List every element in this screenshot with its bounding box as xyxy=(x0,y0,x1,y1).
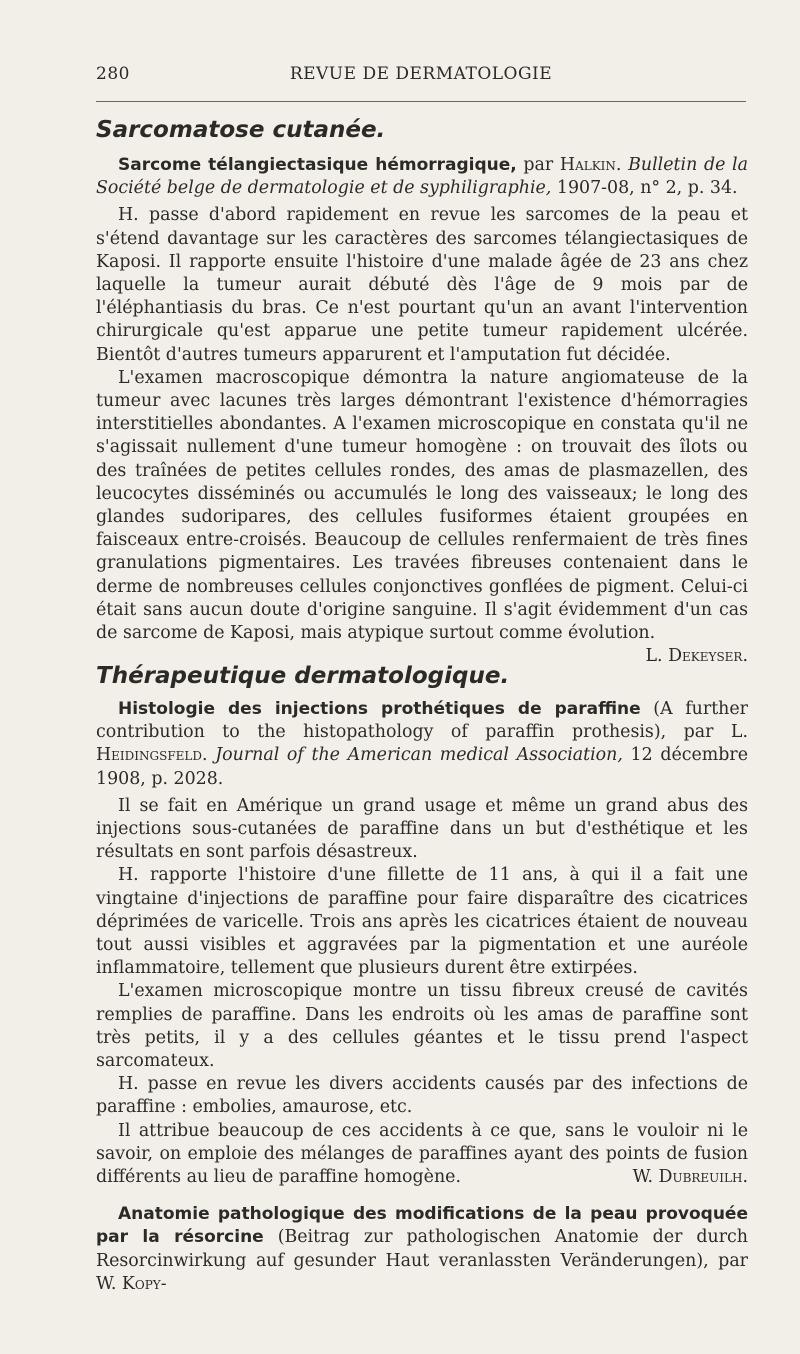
page-number: 280 xyxy=(96,64,130,84)
article-citation xyxy=(96,154,748,200)
paragraph: L'examen microscopique montre un tissu fibreux creusé de cavités remplies de paraffine. Dans les endroits où les amas de paraffine sont très petits, il y a des cellules géantes et le tissu prend l'aspect sarcomateux. xyxy=(96,981,748,1072)
article-details: 1907-08, n° 2, p. 34. xyxy=(556,178,738,199)
paragraph: Il se fait en Amérique un grand usage et même un grand abus des injections sous-cutanées de paraffine dans un but d'esthétique et les résultats en sont parfois désastreux. xyxy=(96,795,748,863)
article-citation xyxy=(96,1203,748,1296)
paragraph: H. rapporte l'histoire d'une fillette de 11 ans, à qui il a fait une vingtaine d'injections de paraffine pour faire disparaître des cicatrices déprimées de varicelle. Trois ans après les cicatrices étaient de nouveau tout aussi visibles et aggravées par la pigmentation et une auréole inflammatoire, tellement que plusieurs durent être extirpées. xyxy=(96,865,748,979)
by-word: par xyxy=(523,155,554,175)
paragraph: H. passe en revue les divers accidents causés par des infections de paraffine : embolies, amaurose, etc. xyxy=(96,1074,748,1118)
article-title: Histologie des injections prothétiques de paraffine xyxy=(118,699,641,719)
article-citation xyxy=(96,698,748,791)
article-subtitle: (A further contribution to the histopathology of paraffin prothesis), par xyxy=(96,699,748,743)
article-author: L. Heidingsfeld. xyxy=(96,722,748,766)
section-title: Sarcomatose cutanée. xyxy=(96,117,386,143)
article-author: Halkin. xyxy=(559,155,622,175)
article-title: Anatomie pathologique des modifications de la peau provoquée par la résorcine xyxy=(96,1204,748,1248)
article-source: Journal of the American medical Association, xyxy=(215,745,623,766)
article-source: Bulletin de la Société belge de dermatologie et de syphiligraphie, xyxy=(96,155,748,199)
section-therapeutique xyxy=(96,662,748,1296)
article-details: 12 décembre 1908, p. 2028. xyxy=(96,745,749,789)
section-title: Thérapeutique dermatologique. xyxy=(96,663,510,689)
running-head xyxy=(96,64,746,94)
signature: L. Dekeyser. xyxy=(645,646,748,667)
article-title: Sarcome télangiectasique hémorragique, xyxy=(118,155,517,175)
article-subtitle: (Beitrag zur pathologischen Anatomie der durch Resorcinwirkung auf gesunder Haut veranlassten Veränderungen), par xyxy=(96,1227,748,1271)
section-sarcomatose xyxy=(96,116,748,668)
article-author: W. Kopy- xyxy=(96,1273,167,1294)
paragraph-text: L'examen macroscopique démontra la nature angiomateuse de la tumeur avec lacunes très larges démontrant l'existence d'hémorragies interstitielles abondantes. A l'examen microscopique en constata qu'il ne s'agissait nullement d'une tumeur homogène : on trouvait des îlots ou des traînées de petites cellules rondes, des amas de plasmazellen, des leucocytes disséminés ou accumulés le long des vaisseaux; le long des glandes sudoripares, des cellules fusiformes étaient groupées en faisceaux entre-croisés. Beaucoup de cellules renfermaient de très fines granulations pigmentaires. Les travées fibreuses contenaient dans le derme de nombreuses cellules conjonctives gonflées de pigment. Celui-ci était sans aucun doute d'origine sanguine. Il s'agit évidemment d'un cas de sarcome de Kaposi, mais atypique surtout comme évolution. xyxy=(96,367,748,644)
header-rule xyxy=(96,101,746,102)
paragraph-with-signature xyxy=(96,367,748,667)
journal-title: REVUE DE DERMATOLOGIE xyxy=(289,64,553,84)
paragraph: H. passe d'abord rapidement en revue les sarcomes de la peau et s'étend davantage sur les caractères des sarcomes télangiectasiques de Kaposi. Il rapporte ensuite l'histoire d'une malade âgée de 23 ans chez laquelle la tumeur aurait débuté dès l'âge de 9 mois par de l'éléphantiasis du bras. Ce n'est pourtant qu'un an avant l'intervention chirurgicale qu'est apparue une petite tumeur rapidement ulcérée. Bientôt d'autres tumeurs apparurent et l'amputation fut décidée. xyxy=(96,205,748,365)
signature: W. Dubreuilh. xyxy=(632,1167,748,1188)
paragraph-with-signature xyxy=(96,1120,748,1190)
paragraph-text: Il attribue beaucoup de ces accidents à ce que, sans le vouloir ni le savoir, on emploie des mélanges de paraffines ayant des points de fusion différents au lieu de paraffine homogène. xyxy=(96,1120,748,1188)
